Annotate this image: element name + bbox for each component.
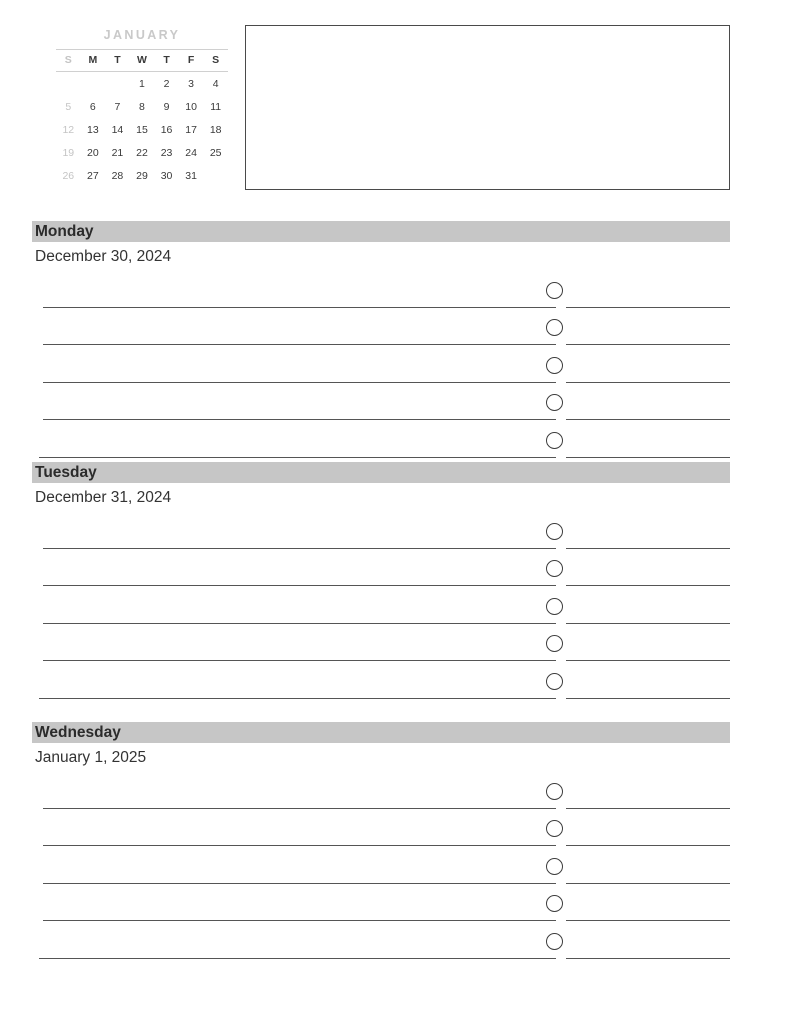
mini-calendar-day-cell[interactable]: 9 bbox=[163, 100, 170, 113]
mini-calendar bbox=[56, 28, 228, 187]
checkbox-bubble-icon[interactable] bbox=[546, 282, 563, 299]
write-line-right bbox=[566, 698, 730, 699]
task-row bbox=[32, 809, 730, 847]
mini-calendar-weekday-header: W bbox=[130, 50, 155, 72]
mini-calendar-week-row bbox=[56, 95, 228, 118]
task-row bbox=[32, 549, 730, 587]
mini-calendar-day-cell[interactable]: 24 bbox=[185, 146, 197, 159]
mini-calendar-week-row bbox=[56, 72, 228, 96]
mini-calendar-day-cell[interactable]: 30 bbox=[160, 169, 173, 182]
task-row bbox=[32, 345, 730, 383]
mini-calendar-day-cell[interactable]: 26 bbox=[62, 169, 75, 182]
mini-calendar-day-cell[interactable]: 13 bbox=[87, 123, 99, 136]
mini-calendar-day-cell[interactable] bbox=[105, 72, 130, 96]
mini-calendar-month-title: JANUARY bbox=[103, 28, 181, 42]
day-block-wednesday bbox=[32, 722, 730, 956]
write-line-right bbox=[566, 457, 730, 458]
write-line-left bbox=[39, 457, 556, 458]
mini-calendar-day-cell[interactable]: 27 bbox=[87, 169, 99, 182]
mini-calendar-weekday-header: F bbox=[179, 50, 204, 72]
task-row bbox=[32, 270, 730, 308]
mini-calendar-grid bbox=[56, 49, 228, 187]
task-rows-wednesday bbox=[32, 771, 730, 956]
checkbox-bubble-icon[interactable] bbox=[546, 319, 563, 336]
task-row bbox=[32, 624, 730, 662]
task-row bbox=[32, 420, 730, 458]
checkbox-bubble-icon[interactable] bbox=[546, 933, 563, 950]
mini-calendar-day-cell[interactable]: 4 bbox=[212, 77, 219, 90]
checkbox-bubble-icon[interactable] bbox=[546, 523, 563, 540]
task-row bbox=[32, 661, 730, 699]
day-name-tuesday: Tuesday bbox=[32, 462, 730, 483]
mini-calendar-day-cell[interactable]: 5 bbox=[65, 100, 72, 113]
mini-calendar-day-cell[interactable]: 10 bbox=[185, 100, 197, 113]
mini-calendar-day-cell[interactable] bbox=[81, 72, 106, 96]
checkbox-bubble-icon[interactable] bbox=[546, 895, 563, 912]
mini-calendar-day-cell[interactable]: 8 bbox=[139, 100, 145, 113]
task-row bbox=[32, 846, 730, 884]
day-block-monday bbox=[32, 221, 730, 455]
mini-calendar-day-cell[interactable]: 20 bbox=[87, 146, 99, 159]
mini-calendar-weekday-header: T bbox=[105, 50, 130, 72]
mini-calendar-day-cell[interactable]: 17 bbox=[185, 123, 197, 136]
mini-calendar-day-cell[interactable]: 15 bbox=[136, 123, 148, 136]
write-line-left bbox=[39, 958, 556, 959]
mini-calendar-day-cell[interactable]: 18 bbox=[209, 123, 222, 136]
day-date-tuesday: December 31, 2024 bbox=[35, 489, 172, 506]
task-row bbox=[32, 586, 730, 624]
mini-calendar-day-cell[interactable]: 3 bbox=[188, 77, 195, 90]
mini-calendar-day-cell[interactable]: 7 bbox=[114, 100, 121, 113]
mini-calendar-day-cell[interactable]: 31 bbox=[185, 169, 197, 182]
mini-calendar-day-cell[interactable]: 28 bbox=[111, 169, 124, 182]
mini-calendar-day-cell[interactable]: 22 bbox=[136, 146, 148, 159]
task-rows-monday bbox=[32, 270, 730, 455]
checkbox-bubble-icon[interactable] bbox=[546, 635, 563, 652]
notes-box[interactable] bbox=[245, 25, 730, 190]
checkbox-bubble-icon[interactable] bbox=[546, 820, 563, 837]
mini-calendar-day-cell[interactable]: 6 bbox=[89, 100, 96, 113]
mini-calendar-day-cell[interactable]: 16 bbox=[160, 123, 173, 136]
checkbox-bubble-icon[interactable] bbox=[546, 858, 563, 875]
write-line-left bbox=[39, 698, 556, 699]
mini-calendar-day-cell[interactable]: 21 bbox=[111, 146, 124, 159]
mini-calendar-weeks bbox=[56, 72, 228, 188]
checkbox-bubble-icon[interactable] bbox=[546, 673, 563, 690]
task-row bbox=[32, 308, 730, 346]
mini-calendar-week-row bbox=[56, 141, 228, 164]
day-block-tuesday bbox=[32, 462, 730, 696]
mini-calendar-day-cell[interactable]: 25 bbox=[209, 146, 222, 159]
mini-calendar-day-cell[interactable]: 11 bbox=[210, 100, 222, 113]
day-name-monday: Monday bbox=[32, 221, 730, 242]
mini-calendar-weekday-row bbox=[56, 50, 228, 72]
mini-calendar-week-row bbox=[56, 118, 228, 141]
task-row bbox=[32, 511, 730, 549]
day-name-wednesday: Wednesday bbox=[32, 722, 730, 743]
checkbox-bubble-icon[interactable] bbox=[546, 394, 563, 411]
day-date-monday: December 30, 2024 bbox=[35, 248, 172, 265]
write-line-right bbox=[566, 958, 730, 959]
checkbox-bubble-icon[interactable] bbox=[546, 357, 563, 374]
day-date-wednesday: January 1, 2025 bbox=[35, 749, 147, 766]
checkbox-bubble-icon[interactable] bbox=[546, 598, 563, 615]
mini-calendar-weekday-header: S bbox=[203, 50, 228, 72]
mini-calendar-day-cell[interactable]: 19 bbox=[62, 146, 75, 159]
mini-calendar-day-cell[interactable]: 12 bbox=[62, 123, 75, 136]
mini-calendar-day-cell[interactable]: 2 bbox=[163, 77, 170, 90]
mini-calendar-day-cell[interactable]: 29 bbox=[136, 169, 148, 182]
checkbox-bubble-icon[interactable] bbox=[546, 432, 563, 449]
checkbox-bubble-icon[interactable] bbox=[546, 783, 563, 800]
mini-calendar-day-cell[interactable] bbox=[203, 164, 228, 187]
task-row bbox=[32, 884, 730, 922]
task-rows-tuesday bbox=[32, 511, 730, 696]
mini-calendar-day-cell[interactable]: 14 bbox=[111, 123, 124, 136]
mini-calendar-weekday-header: M bbox=[81, 50, 106, 72]
mini-calendar-weekday-header: S bbox=[56, 50, 81, 72]
task-row bbox=[32, 383, 730, 421]
checkbox-bubble-icon[interactable] bbox=[546, 560, 563, 577]
mini-calendar-week-row bbox=[56, 164, 228, 187]
mini-calendar-weekday-header: T bbox=[154, 50, 179, 72]
mini-calendar-day-cell[interactable]: 1 bbox=[139, 77, 145, 90]
mini-calendar-day-cell[interactable] bbox=[56, 72, 81, 96]
task-row bbox=[32, 921, 730, 959]
mini-calendar-day-cell[interactable]: 23 bbox=[160, 146, 173, 159]
task-row bbox=[32, 771, 730, 809]
